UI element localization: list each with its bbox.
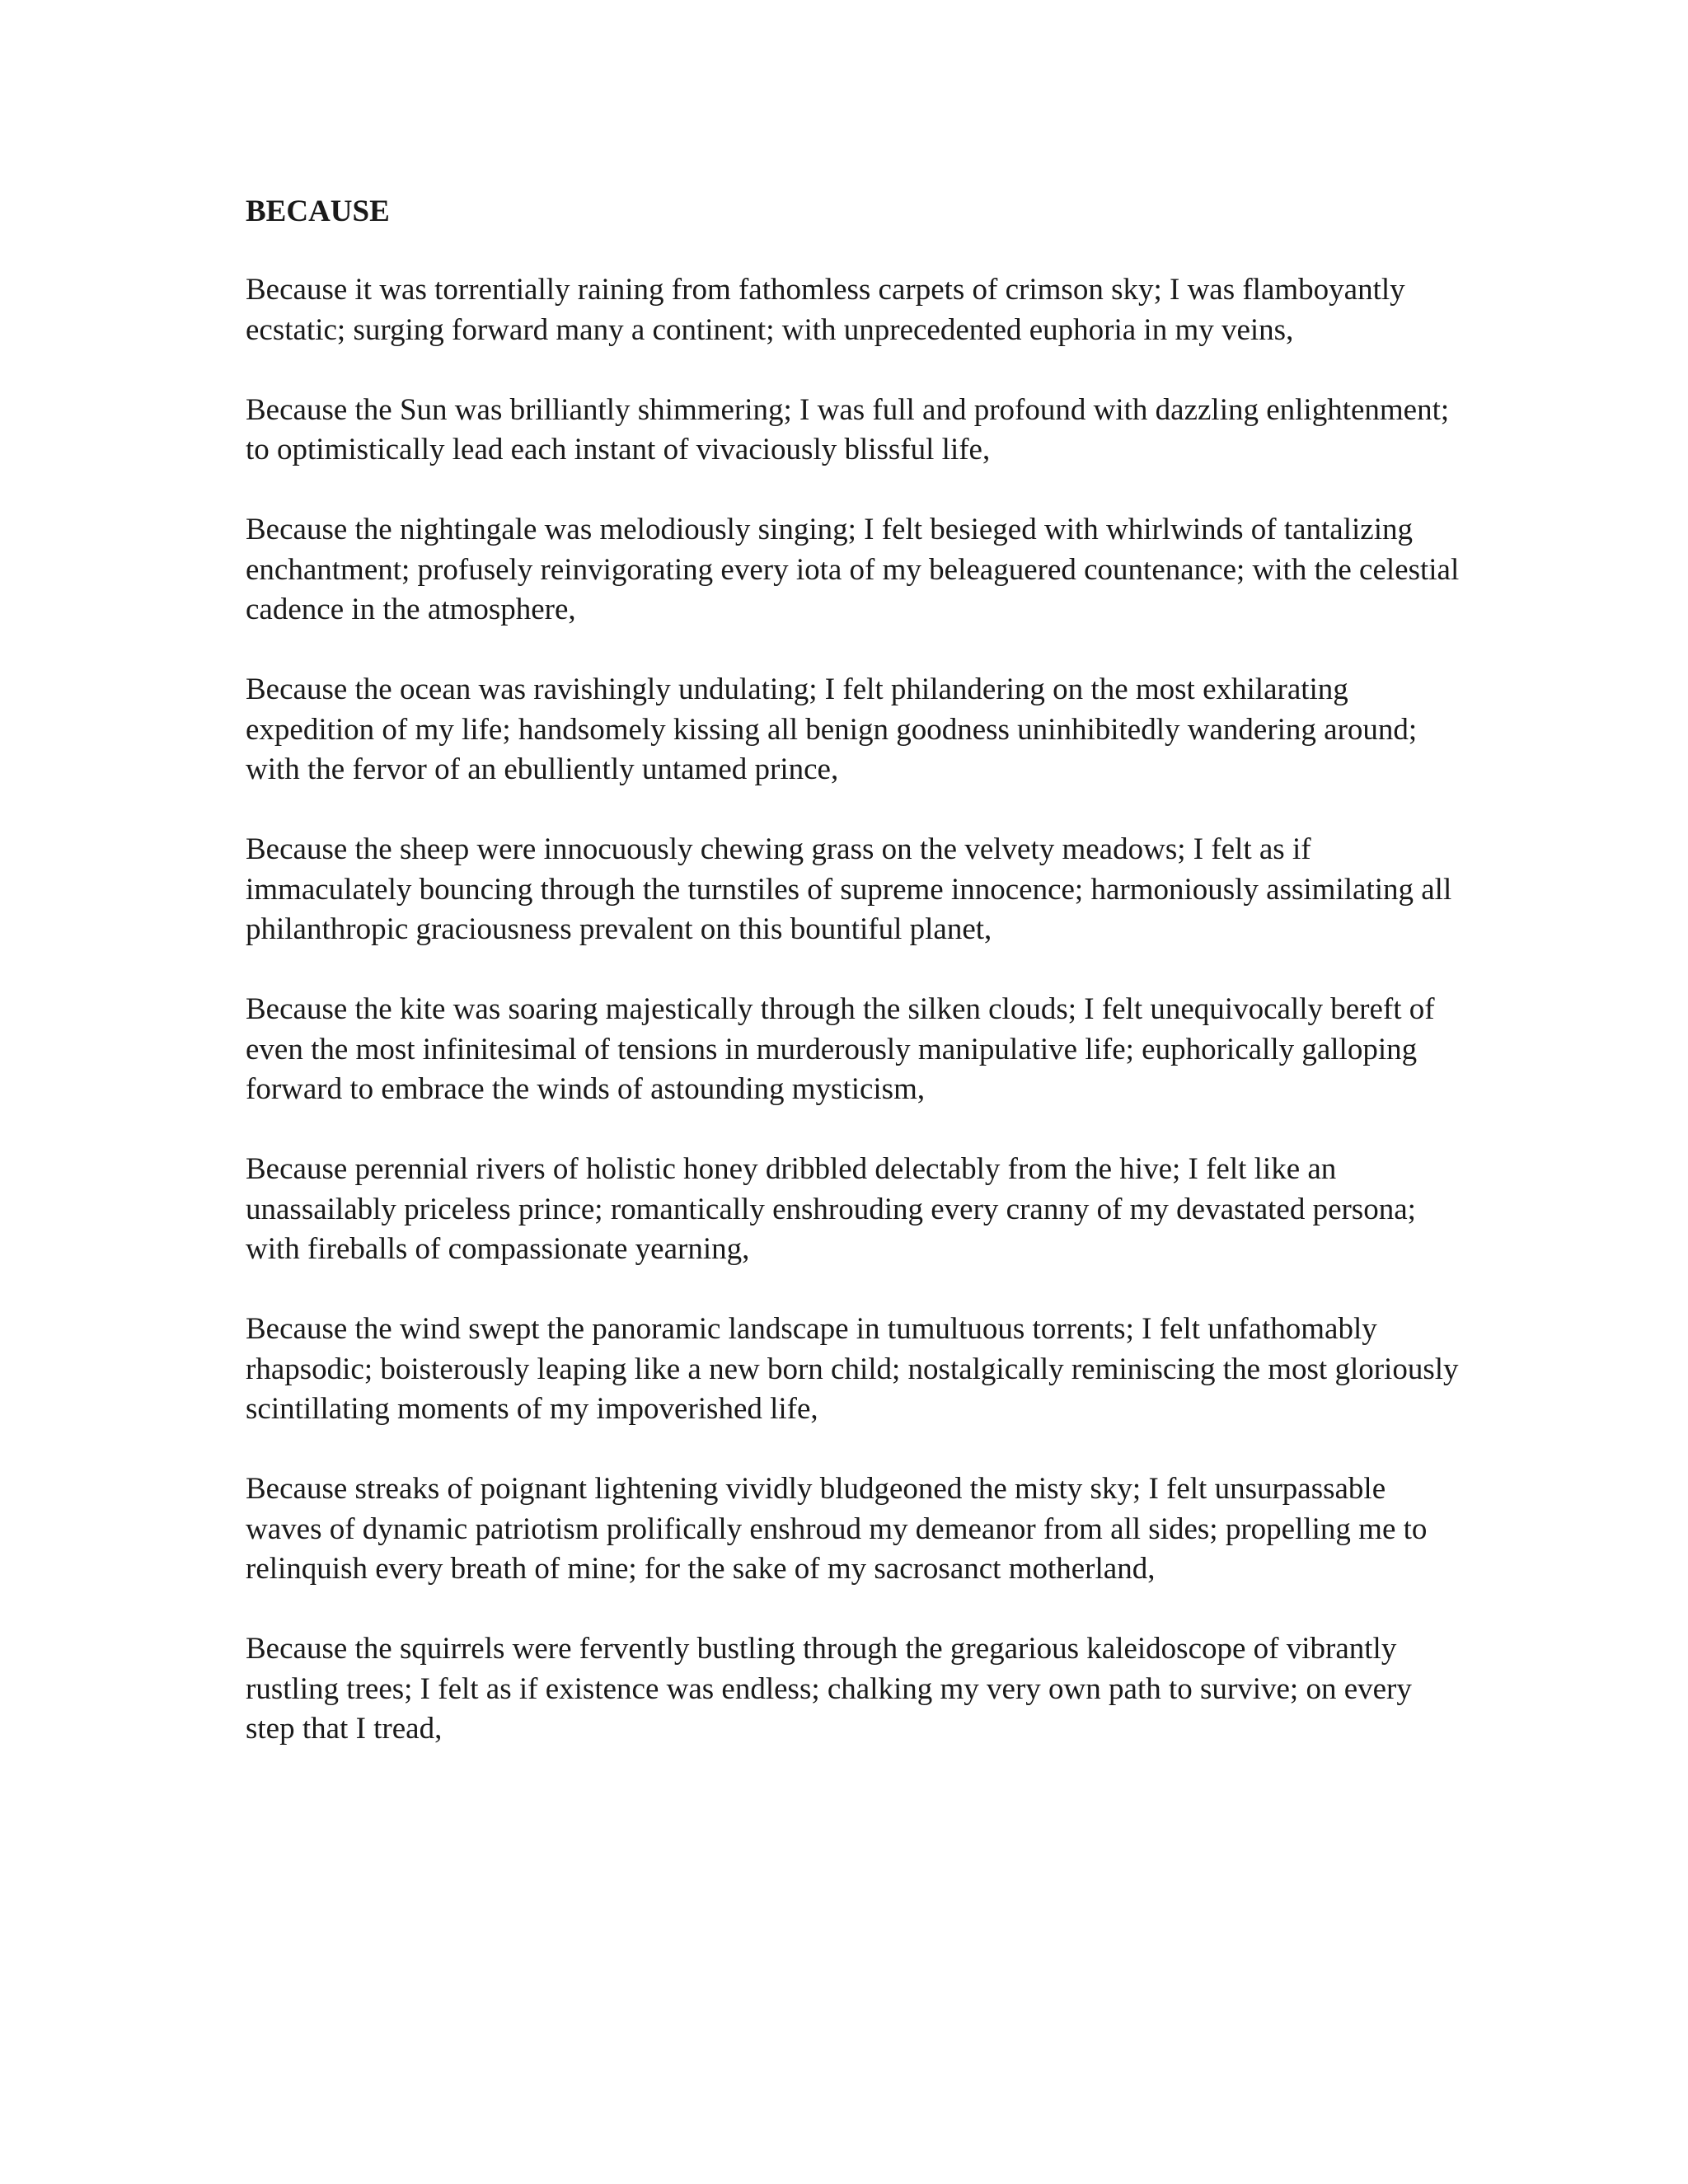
stanza-10: Because the squirrels were fervently bustling through the gregarious kaleidoscope of vibrantly rustling trees; I felt as if existence was endless; chalking my very own path to survive; on every step that I tread, bbox=[246, 1632, 1412, 1746]
stanza-3: Because the nightingale was melodiously singing; I felt besieged with whirlwinds of tantalizing enchantment; profusely reinvigorating every iota of my beleaguered countenance; with the celestial cadence in the atmosphere, bbox=[246, 513, 1460, 626]
stanza-8: Because the wind swept the panoramic landscape in tumultuous torrents; I felt unfathomably rhapsodic; boisterously leaping like a new born child; nostalgically reminiscing the most gloriously scintillating moments of my impoverished life, bbox=[246, 1312, 1459, 1426]
stanza-4: Because the ocean was ravishingly undulating; I felt philandering on the most exhilarating expedition of my life; handsomely kissing all benign goodness uninhibitedly wandering around; with the fervor of an ebulliently untamed prince, bbox=[246, 673, 1418, 786]
stanza-6: Because the kite was soaring majestically through the silken clouds; I felt unequivocally bereft of even the most infinitesimal of tensions in murderously manipulative life; euphorically galloping forward to embrace the winds of astounding mysticism, bbox=[246, 992, 1435, 1106]
stanza-2: Because the Sun was brilliantly shimmering; I was full and profound with dazzling enlightenment; to optimistically lead each instant of vivaciously blissful life, bbox=[246, 392, 1450, 466]
poem-title: BECAUSE bbox=[246, 194, 390, 228]
stanza-5: Because the sheep were innocuously chewing grass on the velvety meadows; I felt as if immaculately bouncing through the turnstiles of supreme innocence; harmoniously assimilating all philanthropic graciousness prevalent on this bountiful planet, bbox=[246, 832, 1452, 946]
document-page bbox=[246, 191, 1465, 1789]
stanza-7: Because perennial rivers of holistic honey dribbled delectably from the hive; I felt like an unassailably priceless prince; romantically enshrouding every cranny of my devastated persona; with fireballs of compassionate yearning, bbox=[246, 1152, 1416, 1266]
stanza-1: Because it was torrentially raining from fathomless carpets of crimson sky; I was flamboyantly ecstatic; surging forward many a continent; with unprecedented euphoria in my veins, bbox=[246, 273, 1405, 347]
stanza-9: Because streaks of poignant lightening vividly bludgeoned the misty sky; I felt unsurpassable waves of dynamic patriotism prolifically enshroud my demeanor from all sides; propelling me to relinquish every breath of mine; for the sake of my sacrosanct motherland, bbox=[246, 1472, 1428, 1586]
